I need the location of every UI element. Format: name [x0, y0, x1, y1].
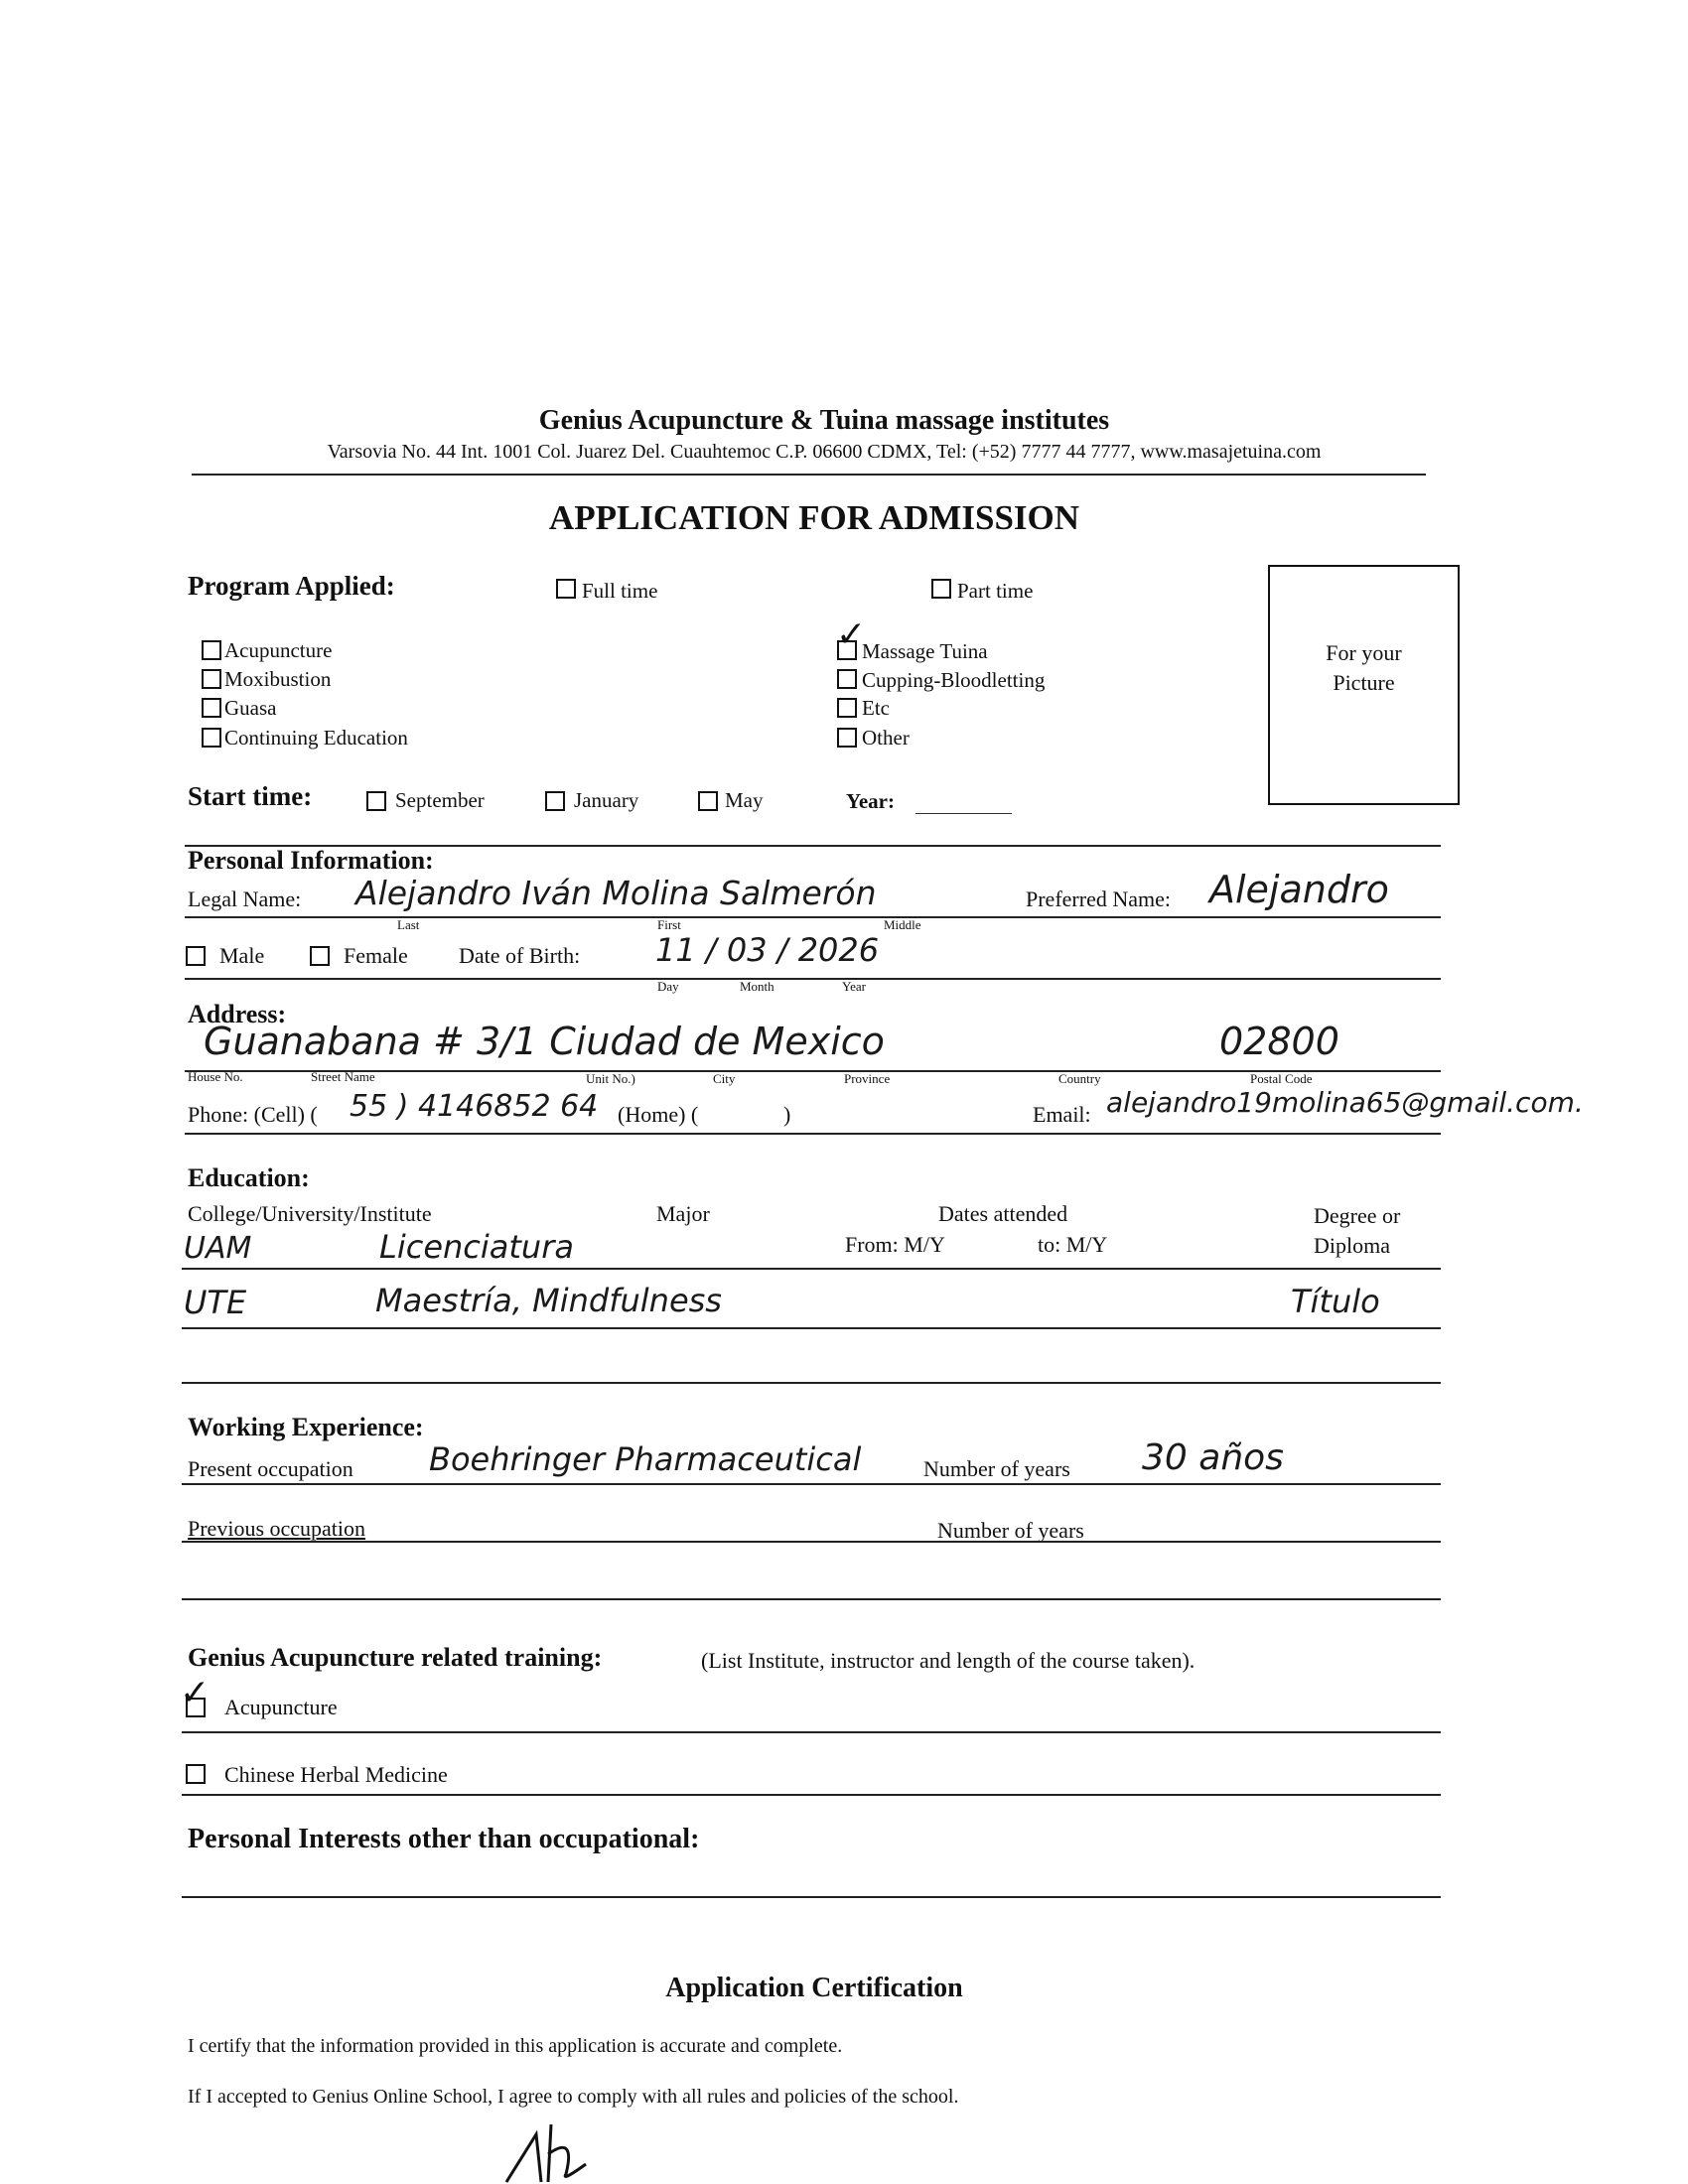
education-row1-line	[182, 1268, 1441, 1270]
program-option-massage-tuina: Massage Tuina	[862, 639, 988, 663]
photo-box	[1268, 565, 1460, 805]
country-caption: Country	[1058, 1071, 1101, 1086]
legal-name-label: Legal Name:	[188, 887, 302, 911]
present-years-label: Number of years	[923, 1456, 1070, 1481]
work-extra-line	[182, 1598, 1441, 1600]
interests-heading: Personal Interests other than occupational:	[188, 1824, 700, 1854]
year-label: Year:	[846, 789, 895, 813]
cupping-checkbox[interactable]	[837, 669, 857, 689]
education-row1-institute[interactable]: UAM	[184, 1231, 252, 1266]
other-checkbox[interactable]	[837, 728, 857, 748]
email-label: Email:	[1033, 1102, 1091, 1127]
street-caption: Street Name	[311, 1069, 375, 1084]
female-checkbox[interactable]	[310, 946, 330, 966]
header-divider	[192, 474, 1426, 476]
program-option-etc: Etc	[862, 696, 890, 720]
photo-box-line2: Picture	[1333, 670, 1395, 695]
unit-caption: Unit No.)	[586, 1071, 635, 1086]
may-checkbox[interactable]	[698, 791, 718, 811]
previous-years-label: Number of years	[937, 1518, 1084, 1543]
male-checkbox[interactable]	[186, 946, 206, 966]
education-col-from: From: M/Y	[845, 1232, 945, 1257]
certification-line1: I certify that the information provided in this application is accurate and complete.	[188, 2035, 843, 2057]
postal-code-value[interactable]: 02800	[1219, 1020, 1339, 1063]
program-option-moxibustion: Moxibustion	[224, 667, 332, 691]
start-option-january: January	[574, 788, 639, 812]
personal-heading: Personal Information:	[188, 846, 434, 875]
certification-heading: Application Certification	[665, 1973, 963, 2003]
legal-name-line	[185, 916, 1441, 918]
full-time-label: Full time	[582, 579, 658, 603]
preferred-name-value[interactable]: Alejandro	[1209, 868, 1389, 911]
training-herbal-line	[182, 1794, 1441, 1796]
part-time-checkbox[interactable]	[931, 579, 951, 599]
female-label: Female	[344, 943, 408, 968]
september-checkbox[interactable]	[366, 791, 386, 811]
acupuncture-checkbox[interactable]	[202, 640, 221, 660]
start-option-may: May	[725, 788, 764, 812]
education-col-dates: Dates attended	[938, 1201, 1068, 1226]
present-occupation-label: Present occupation	[188, 1456, 353, 1481]
start-option-september: September	[395, 788, 485, 812]
month-caption: Month	[740, 979, 774, 994]
check-mark-icon: ✓	[836, 614, 867, 655]
dob-line	[185, 978, 1441, 980]
education-row2-major[interactable]: Maestría, Mindfulness	[375, 1282, 722, 1319]
middle-caption: Middle	[884, 917, 921, 932]
training-herbal-checkbox[interactable]	[186, 1764, 206, 1784]
email-value[interactable]: alejandro19molina65@gmail.com.	[1106, 1086, 1584, 1119]
phone-label: Phone: (Cell) (	[188, 1102, 318, 1127]
education-col-degree-2: Diploma	[1314, 1233, 1390, 1258]
training-acupuncture-line	[182, 1731, 1441, 1733]
city-caption: City	[713, 1071, 736, 1086]
work-heading: Working Experience:	[188, 1413, 424, 1441]
signature	[496, 2115, 616, 2184]
first-caption: First	[657, 917, 681, 932]
phone-line	[185, 1133, 1441, 1135]
present-occupation-value[interactable]: Boehringer Pharmaceutical	[429, 1440, 862, 1478]
full-time-checkbox[interactable]	[556, 579, 576, 599]
training-note: (List Institute, instructor and length of the course taken).	[701, 1648, 1196, 1673]
phone-value[interactable]: 55 ) 4146852 64	[350, 1089, 599, 1124]
photo-box-line1: For your	[1326, 640, 1402, 665]
dob-value[interactable]: 11 / 03 / 2026	[655, 931, 880, 969]
training-herbal-label: Chinese Herbal Medicine	[224, 1762, 448, 1787]
province-caption: Province	[844, 1071, 891, 1086]
guasa-checkbox[interactable]	[202, 698, 221, 718]
present-years-value[interactable]: 30 años	[1142, 1437, 1284, 1478]
program-option-guasa: Guasa	[224, 696, 277, 720]
education-row1-major[interactable]: Licenciatura	[379, 1228, 574, 1266]
day-caption: Day	[657, 979, 679, 994]
program-option-acupuncture: Acupuncture	[224, 638, 333, 662]
house-caption: House No.	[188, 1069, 243, 1084]
continuing-education-checkbox[interactable]	[202, 728, 221, 748]
january-checkbox[interactable]	[545, 791, 565, 811]
last-caption: Last	[397, 917, 420, 932]
institute-name: Genius Acupuncture & Tuina massage institutes	[538, 405, 1110, 436]
education-col-to: to: M/Y	[1038, 1232, 1108, 1257]
etc-checkbox[interactable]	[837, 698, 857, 718]
part-time-label: Part time	[957, 579, 1034, 603]
present-occupation-line	[182, 1483, 1441, 1485]
institute-address: Varsovia No. 44 Int. 1001 Col. Juarez Del. Cuauhtemoc C.P. 06600 CDMX, Tel: (+52) 7777 44 7777, www.masajetuina.com	[327, 441, 1322, 463]
previous-occupation-label: Previous occupation	[188, 1516, 366, 1541]
education-row2-institute[interactable]: UTE	[184, 1284, 247, 1321]
home-phone-close: )	[783, 1102, 791, 1127]
address-heading: Address:	[188, 1000, 287, 1028]
program-option-continuing-education: Continuing Education	[224, 726, 408, 750]
address-value[interactable]: Guanabana # 3/1 Ciudad de Mexico	[204, 1020, 885, 1063]
male-label: Male	[219, 943, 265, 968]
education-col-institute: College/University/Institute	[188, 1201, 432, 1226]
training-heading: Genius Acupuncture related training:	[188, 1643, 603, 1672]
check-mark-icon: ✓	[180, 1673, 211, 1713]
education-heading: Education:	[188, 1163, 310, 1192]
interests-line	[182, 1896, 1441, 1898]
home-phone-label: (Home) (	[618, 1102, 699, 1127]
program-option-cupping: Cupping-Bloodletting	[862, 668, 1046, 692]
training-acupuncture-label: Acupuncture	[224, 1695, 338, 1719]
certification-line2: If I accepted to Genius Online School, I agree to comply with all rules and policies of the school.	[188, 2086, 959, 2108]
dob-label: Date of Birth:	[459, 943, 581, 968]
preferred-name-label: Preferred Name:	[1026, 887, 1171, 911]
education-col-major: Major	[656, 1201, 710, 1226]
form-title: APPLICATION FOR ADMISSION	[548, 498, 1080, 537]
program-label: Program Applied:	[188, 571, 395, 601]
previous-occupation-line	[182, 1541, 1441, 1543]
education-row2-line	[182, 1327, 1441, 1329]
postal-caption: Postal Code	[1250, 1071, 1313, 1086]
year-caption: Year	[842, 979, 866, 994]
program-option-other: Other	[862, 726, 910, 750]
moxibustion-checkbox[interactable]	[202, 669, 221, 689]
legal-name-value[interactable]: Alejandro Iván Molina Salmerón	[355, 874, 877, 912]
start-time-label: Start time:	[188, 781, 313, 811]
education-row3-line	[182, 1382, 1441, 1384]
education-row2-degree[interactable]: Título	[1291, 1283, 1380, 1320]
year-field[interactable]	[915, 813, 1012, 814]
education-col-degree-1: Degree or	[1314, 1203, 1401, 1228]
